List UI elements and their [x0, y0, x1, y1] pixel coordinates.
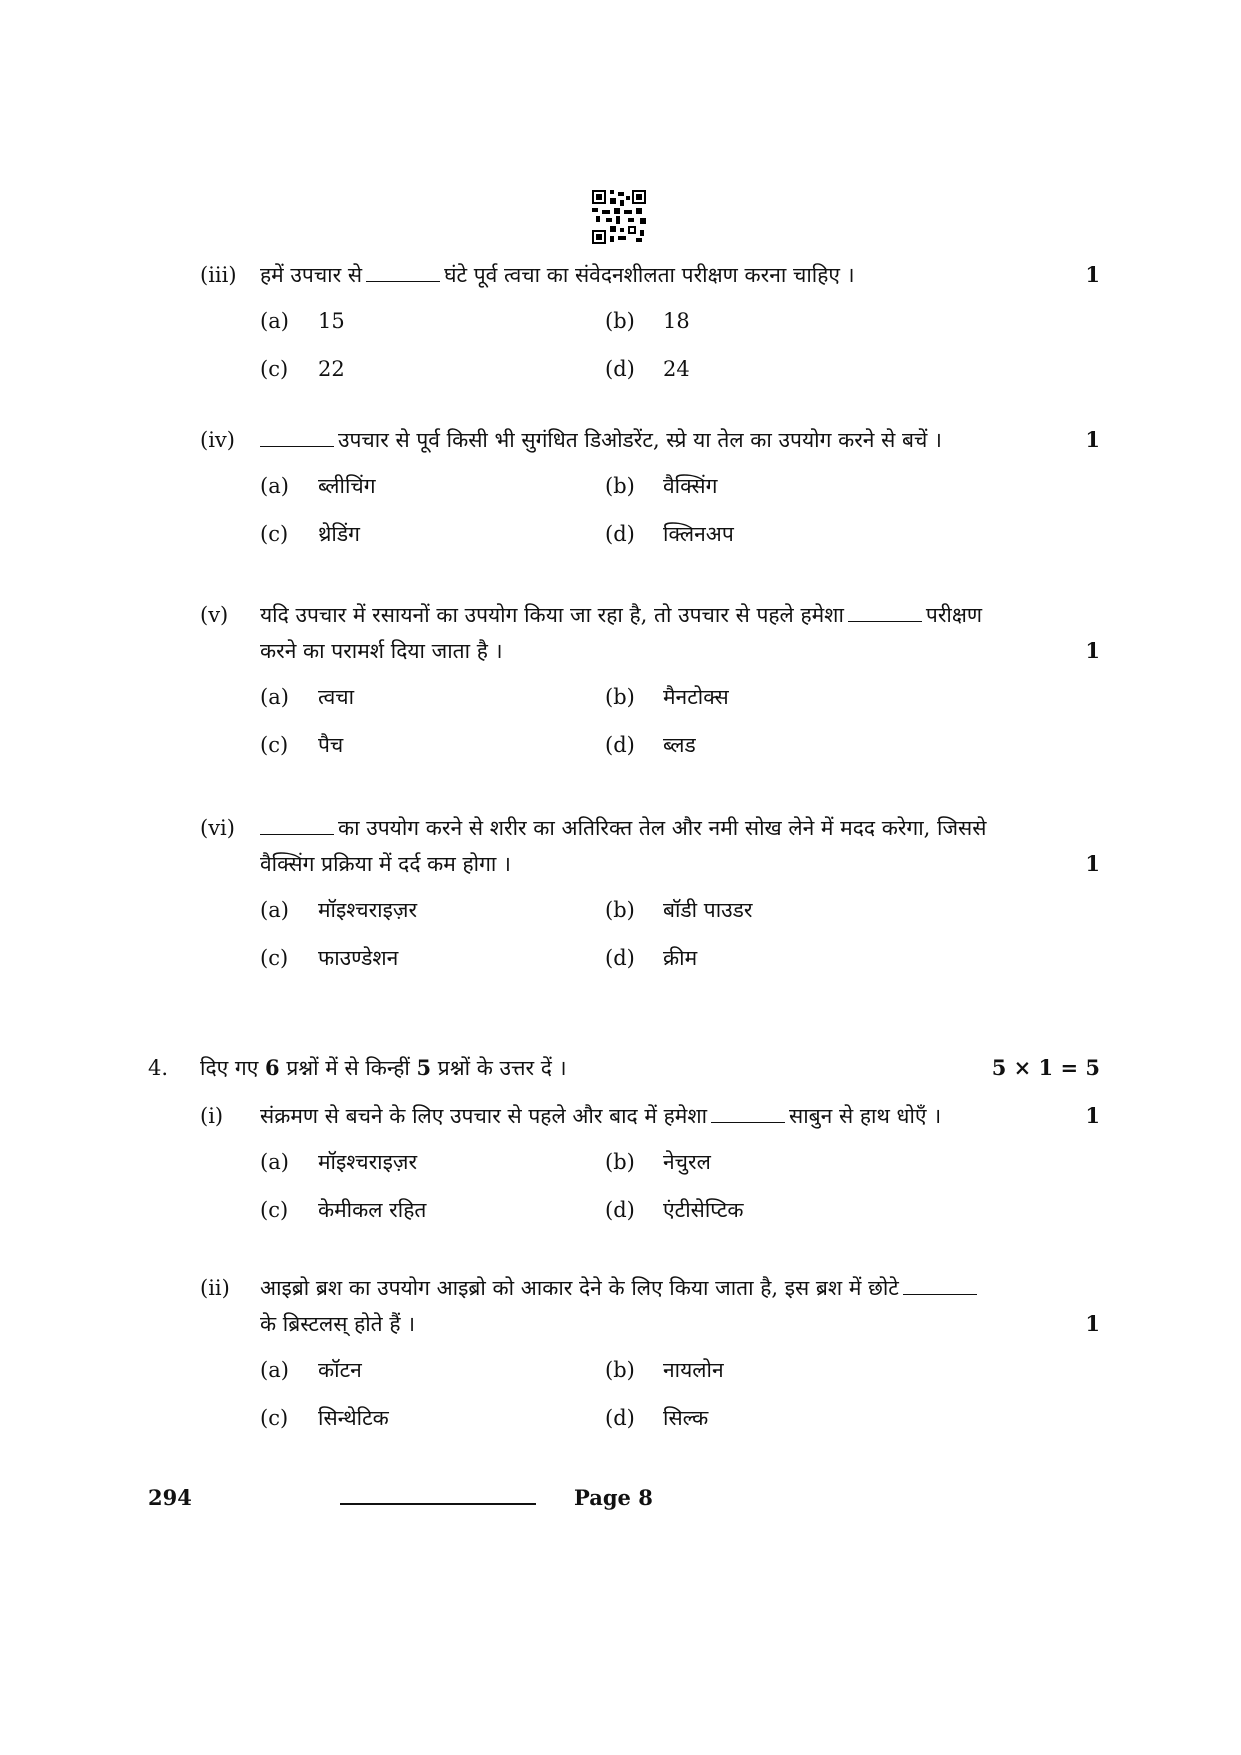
footer-divider [340, 1503, 536, 1505]
option-b: (b) नेचुरल [605, 1150, 711, 1174]
answer-blank [366, 261, 440, 282]
question-marks: 5 × 1 = 5 [991, 1055, 1100, 1080]
answer-blank [848, 601, 922, 622]
question-4-ii [200, 1270, 1100, 1436]
question-number: (ii) [200, 1276, 230, 1300]
option-a: (a) त्वचा [260, 685, 355, 709]
options [260, 892, 1100, 976]
option-a: (a) कॉटन [260, 1358, 362, 1382]
answer-blank [903, 1274, 977, 1295]
option-d: (d) क्रीम [605, 946, 698, 970]
question-number: 4. [148, 1056, 169, 1080]
answer-blank [260, 426, 334, 447]
question-text: का उपयोग करने से शरीर का अतिरिक्त तेल और नमी सोख लेने में मदद करेगा, जिससे वैक्सिंग प्रक्रिया में दर्द कम होगा । [260, 816, 987, 876]
options [260, 468, 1100, 552]
paper-code: 294 [148, 1485, 192, 1510]
question-text: उपचार से पूर्व किसी भी सुगंधित डिओडरेंट, स्प्रे या तेल का उपयोग करने से बचें । [260, 422, 1060, 458]
option-a: (a) मॉइश्चराइज़र [260, 898, 418, 922]
question-marks: 1 [1085, 1103, 1100, 1128]
option-a: (a) मॉइश्चराइज़र [260, 1150, 418, 1174]
option-d: (d) सिल्क [605, 1406, 709, 1430]
question-text: आइब्रो ब्रश का उपयोग आइब्रो को आकार देने के लिए किया जाता है, इस ब्रश में छोटे के ब्रिस्टलस् होते हैं । [260, 1270, 1060, 1342]
option-b: (b) मैनटोक्स [605, 685, 729, 709]
answer-blank [711, 1102, 785, 1123]
question-number: (vi) [200, 816, 235, 840]
option-d: (d) 24 [605, 357, 690, 381]
options [260, 303, 1100, 387]
option-c: (c) केमीकल रहित [260, 1198, 427, 1222]
option-c: (c) पैच [260, 733, 344, 757]
options [260, 1144, 1100, 1228]
question-marks: 1 [1085, 427, 1100, 452]
option-b: (b) वैक्सिंग [605, 474, 718, 498]
question-marks: 1 [1085, 851, 1100, 876]
option-b: (b) बॉडी पाउडर [605, 898, 753, 922]
question-number: (i) [200, 1104, 224, 1128]
page-footer [148, 1485, 668, 1521]
question-marks: 1 [1085, 638, 1100, 663]
option-c: (c) फाउण्डेशन [260, 946, 399, 970]
options [260, 1352, 1100, 1436]
question-marks: 1 [1085, 1311, 1100, 1336]
option-c: (c) थ्रेडिंग [260, 522, 360, 546]
answer-blank [260, 814, 334, 835]
option-b: (b) नायलोन [605, 1358, 724, 1382]
option-c: (c) सिन्थेटिक [260, 1406, 389, 1430]
option-d: (d) एंटीसेप्टिक [605, 1198, 744, 1222]
question-3-iv [200, 422, 1100, 552]
question-marks: 1 [1085, 262, 1100, 287]
question-4-i [200, 1098, 1100, 1228]
question-text: यदि उपचार में रसायनों का उपयोग किया जा रहा है, तो उपचार से पहले हमेशा परीक्षण करने का परामर्श दिया जाता है । [260, 603, 983, 663]
question-text: हमें उपचार से घंटे पूर्व त्वचा का संवेदनशीलता परीक्षण करना चाहिए । [260, 263, 855, 287]
question-instruction: दिए गए 6 प्रश्नों में से किन्हीं 5 प्रश्नों के उत्तर दें । [200, 1055, 567, 1080]
question-text: संक्रमण से बचने के लिए उपचार से पहले और बाद में हमेशा साबुन से हाथ धोएँ । [260, 1104, 942, 1128]
option-a: (a) ब्लीचिंग [260, 474, 376, 498]
question-4-heading [148, 1050, 1100, 1086]
option-a: (a) 15 [260, 309, 345, 333]
options [260, 679, 1100, 763]
option-c: (c) 22 [260, 357, 345, 381]
option-b: (b) 18 [605, 309, 690, 333]
page-number: Page 8 [574, 1485, 653, 1510]
question-number: (iv) [200, 428, 235, 452]
qr-code [592, 190, 646, 244]
question-3-v [200, 597, 1100, 763]
question-3-vi [200, 810, 1100, 976]
question-3-iii [200, 257, 1100, 387]
question-number: (iii) [200, 263, 237, 287]
question-number: (v) [200, 603, 229, 627]
option-d: (d) क्लिनअप [605, 522, 734, 546]
option-d: (d) ब्लड [605, 733, 696, 757]
